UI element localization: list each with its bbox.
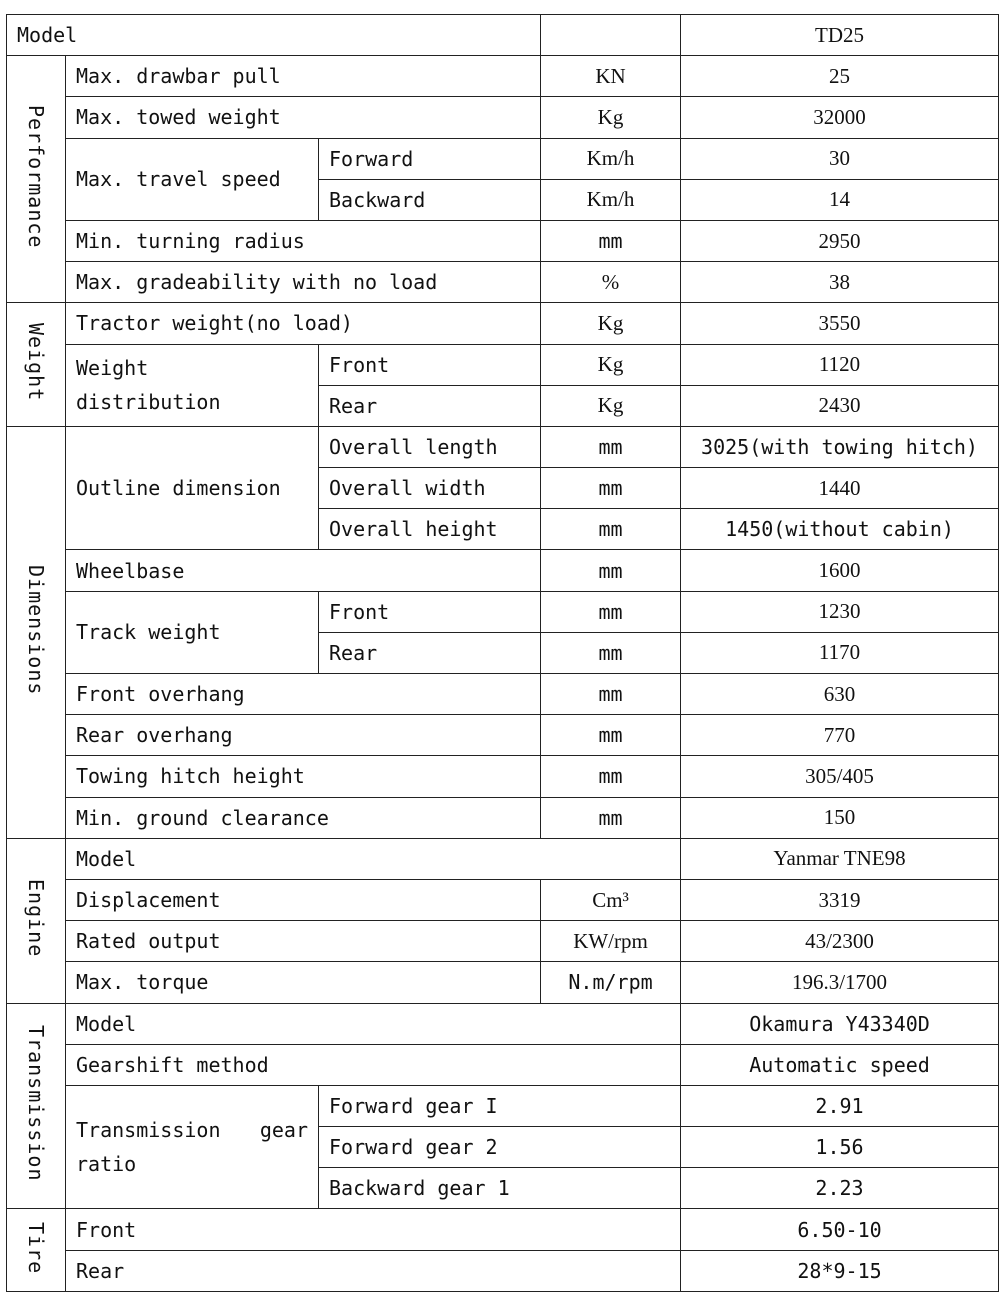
- row-label-word: Transmission: [76, 1118, 221, 1143]
- group-weight: [7, 303, 66, 427]
- row-unit: mm: [541, 220, 681, 261]
- row-unit: KW/rpm: [541, 921, 681, 962]
- row-unit: %: [541, 262, 681, 303]
- row-label: Displacement: [66, 879, 541, 920]
- group-label: Dimensions: [24, 564, 48, 696]
- row-label: Rear overhang: [66, 715, 541, 756]
- row-unit: mm: [541, 632, 681, 673]
- row-value: 1170: [681, 632, 999, 673]
- row-label: Max. torque: [66, 962, 541, 1003]
- table-row: [7, 426, 999, 467]
- table-row: [7, 303, 999, 344]
- group-dimensions: [7, 426, 66, 838]
- row-sublabel: Forward gear I: [319, 1085, 681, 1126]
- row-value: 14: [681, 179, 999, 220]
- row-sublabel: Backward gear 1: [319, 1168, 681, 1209]
- row-label: Max. drawbar pull: [66, 56, 541, 97]
- row-sublabel: Rear: [319, 385, 541, 426]
- table-row: [7, 138, 999, 179]
- row-unit: mm: [541, 550, 681, 591]
- row-value: 28*9-15: [681, 1250, 999, 1291]
- row-value: 1.56: [681, 1127, 999, 1168]
- row-sublabel: Front: [319, 591, 541, 632]
- row-label: Max. travel speed: [66, 138, 319, 220]
- header-value: TD25: [681, 15, 999, 56]
- row-unit: Km/h: [541, 138, 681, 179]
- row-unit: KN: [541, 56, 681, 97]
- row-label-word: gear: [259, 1118, 308, 1143]
- spec-sheet: [6, 14, 998, 1292]
- row-unit: mm: [541, 756, 681, 797]
- group-label: Tire: [24, 1221, 48, 1274]
- group-label: Engine: [24, 879, 48, 958]
- row-unit: Kg: [541, 344, 681, 385]
- table-row: [7, 797, 999, 838]
- table-row: [7, 56, 999, 97]
- row-value: 196.3/1700: [681, 962, 999, 1003]
- row-unit: mm: [541, 715, 681, 756]
- row-unit: Kg: [541, 303, 681, 344]
- row-value: 2950: [681, 220, 999, 261]
- row-value: 305/405: [681, 756, 999, 797]
- row-value: 32000: [681, 97, 999, 138]
- table-row: [7, 879, 999, 920]
- row-label: Outline dimension: [66, 426, 319, 550]
- row-value: 25: [681, 56, 999, 97]
- row-unit: Cm³: [541, 879, 681, 920]
- group-label: Transmission: [24, 1025, 48, 1182]
- table-row: [7, 344, 999, 385]
- group-engine: [7, 838, 66, 1003]
- row-label: Model: [66, 1003, 681, 1044]
- row-unit: mm: [541, 797, 681, 838]
- table-row: [7, 1003, 999, 1044]
- group-performance: [7, 56, 66, 303]
- spec-table: [6, 14, 999, 1292]
- header-row: [7, 15, 999, 56]
- row-label: Min. turning radius: [66, 220, 541, 261]
- group-label: Weight: [24, 322, 48, 402]
- row-sublabel: Front: [319, 344, 541, 385]
- row-label: Towing hitch height: [66, 756, 541, 797]
- row-value: 630: [681, 674, 999, 715]
- row-label: Tractor weight(no load): [66, 303, 541, 344]
- row-label-line: [76, 1113, 318, 1147]
- row-label: Gearshift method: [66, 1044, 681, 1085]
- row-value: 2430: [681, 385, 999, 426]
- table-row: [7, 262, 999, 303]
- row-unit: Kg: [541, 385, 681, 426]
- row-value: 1600: [681, 550, 999, 591]
- group-label: Performance: [24, 105, 48, 249]
- header-unit: [541, 15, 681, 56]
- table-row: [7, 674, 999, 715]
- row-label: Max. towed weight: [66, 97, 541, 138]
- row-value: 1450(without cabin): [681, 509, 999, 550]
- table-row: [7, 97, 999, 138]
- row-sublabel: Overall width: [319, 468, 541, 509]
- row-sublabel: Rear: [319, 632, 541, 673]
- table-row: [7, 921, 999, 962]
- row-value: 1440: [681, 468, 999, 509]
- row-unit: mm: [541, 426, 681, 467]
- row-value: 1120: [681, 344, 999, 385]
- row-sublabel: Backward: [319, 179, 541, 220]
- table-row: [7, 1044, 999, 1085]
- group-tire: [7, 1209, 66, 1291]
- row-label: Rated output: [66, 921, 541, 962]
- table-row: [7, 1085, 999, 1126]
- row-value: Okamura Y43340D: [681, 1003, 999, 1044]
- row-value: 2.91: [681, 1085, 999, 1126]
- row-sublabel: Forward gear 2: [319, 1127, 681, 1168]
- table-row: [7, 715, 999, 756]
- row-unit: mm: [541, 509, 681, 550]
- row-value: 3319: [681, 879, 999, 920]
- table-row: [7, 550, 999, 591]
- row-unit: mm: [541, 591, 681, 632]
- row-label: Track weight: [66, 591, 319, 673]
- row-label: [66, 344, 319, 426]
- row-label: Min. ground clearance: [66, 797, 541, 838]
- row-value: Yanmar TNE98: [681, 838, 999, 879]
- table-row: [7, 838, 999, 879]
- row-label-line: ratio: [76, 1152, 137, 1177]
- row-label: Model: [66, 838, 681, 879]
- row-value: 3550: [681, 303, 999, 344]
- row-label: Front: [66, 1209, 681, 1250]
- table-row: [7, 1209, 999, 1250]
- row-unit: mm: [541, 468, 681, 509]
- row-value: 38: [681, 262, 999, 303]
- group-transmission: [7, 1003, 66, 1209]
- header-label: Model: [7, 15, 541, 56]
- row-value: 150: [681, 797, 999, 838]
- row-unit: Km/h: [541, 179, 681, 220]
- row-label-line: distribution: [76, 390, 221, 415]
- row-value: 30: [681, 138, 999, 179]
- row-label: Rear: [66, 1250, 681, 1291]
- row-value: 3025(with towing hitch): [681, 426, 999, 467]
- row-value: 1230: [681, 591, 999, 632]
- table-row: [7, 1250, 999, 1291]
- table-row: [7, 962, 999, 1003]
- row-value: 2.23: [681, 1168, 999, 1209]
- row-label: [66, 1085, 319, 1209]
- row-value: 43/2300: [681, 921, 999, 962]
- row-value: 770: [681, 715, 999, 756]
- row-unit: mm: [541, 674, 681, 715]
- row-label: Max. gradeability with no load: [66, 262, 541, 303]
- table-row: [7, 591, 999, 632]
- row-sublabel: Overall height: [319, 509, 541, 550]
- row-unit: N.m/rpm: [541, 962, 681, 1003]
- row-label: Wheelbase: [66, 550, 541, 591]
- row-value: 6.50-10: [681, 1209, 999, 1250]
- table-row: [7, 220, 999, 261]
- row-unit: Kg: [541, 97, 681, 138]
- row-sublabel: Overall length: [319, 426, 541, 467]
- row-label: Front overhang: [66, 674, 541, 715]
- row-value: Automatic speed: [681, 1044, 999, 1085]
- row-label-line: Weight: [76, 356, 149, 381]
- row-sublabel: Forward: [319, 138, 541, 179]
- table-row: [7, 756, 999, 797]
